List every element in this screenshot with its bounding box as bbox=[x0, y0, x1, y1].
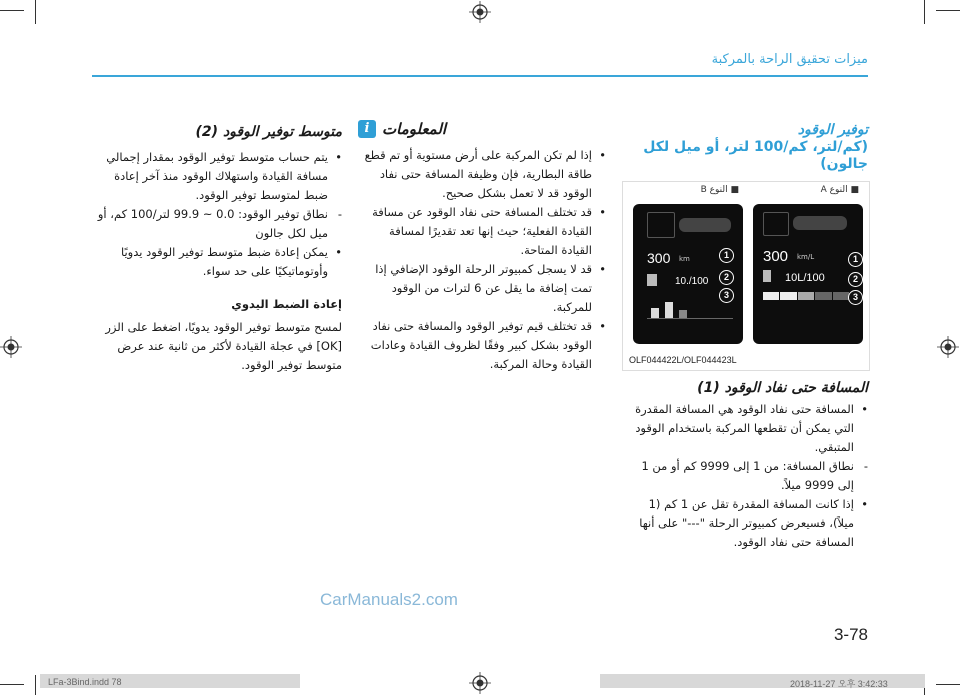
distance-to-empty-section bbox=[622, 380, 868, 552]
callout-2: 2 bbox=[848, 272, 863, 287]
info-header bbox=[358, 120, 606, 138]
left-column bbox=[92, 124, 342, 375]
callout-1: 1 bbox=[848, 252, 863, 267]
crop-mark bbox=[35, 0, 36, 24]
distance-value: 300 bbox=[647, 250, 671, 266]
fuel-economy-units: (كم/لتر، كم/100 لتر، أو ميل لكل جالون) bbox=[643, 139, 868, 172]
list-item: • قد لا يسجل كمبيوتر الرحلة الوقود الإضافي إذا تمت إضافة ما يقل عن 6 لترات من الوقود للمركبة. bbox=[358, 260, 606, 317]
middle-column bbox=[358, 120, 606, 374]
car-graphic bbox=[793, 216, 847, 230]
fuel-range-dash: - نطاق توفير الوقود: 0.0 ~ 99.9 لتر/100 كم، أو ميل لكل جالون bbox=[92, 205, 342, 243]
list-item: • المسافة حتى نفاد الوقود هي المسافة المقدرة التي يمكن أن تقطعها المركبة باستخدام الوقود المتبقي. bbox=[622, 400, 868, 457]
bar-graph bbox=[763, 292, 849, 300]
callout-1: 1 bbox=[719, 248, 734, 263]
list-item: • قد تختلف المسافة حتى نفاد الوقود عن مسافة القيادة الفعلية؛ حيث إنها تعد تقديرًا لمسافة القيادة المتاحة. bbox=[358, 203, 606, 260]
fuel-gauge-icon bbox=[647, 212, 675, 238]
registration-mark-icon bbox=[937, 336, 959, 358]
list-item: • يمكن إعادة ضبط متوسط توفير الوقود يدويًا وأوتوماتيكيًا على حد سواء. bbox=[92, 243, 342, 281]
callout-2: 2 bbox=[719, 270, 734, 285]
crop-mark bbox=[0, 684, 24, 685]
callout-3: 3 bbox=[848, 290, 863, 305]
list-item: • يتم حساب متوسط توفير الوقود بمقدار إجمالي مسافة القيادة واستهلاك الوقود منذ آخر إعادة ضبط لمتوسط توفير الوقود. bbox=[92, 148, 342, 205]
manual-reset-text: لمسح متوسط توفير الوقود يدويًا، اضغط على الزر [OK] في عجلة القيادة لأكثر من ثانية عند عرض متوسط توفير الوقود. bbox=[105, 320, 342, 372]
page-number: 3-78 bbox=[833, 625, 868, 644]
fuel-gauge-icon bbox=[763, 212, 789, 236]
distance-to-empty-title: المسافة حتى نفاد الوقود (1) bbox=[697, 380, 868, 396]
car-graphic bbox=[679, 218, 731, 232]
figure-label-b: ■ النوع B bbox=[700, 185, 739, 195]
fuel-pump-icon bbox=[647, 274, 657, 286]
crop-mark bbox=[924, 0, 925, 24]
average-fuel-economy-title: متوسط توفير الوقود (2) bbox=[195, 124, 342, 140]
cluster-display-a bbox=[753, 204, 863, 344]
distance-value: 300 bbox=[763, 248, 789, 265]
figure-code: OLF044422L/OLF044423L bbox=[629, 355, 737, 365]
list-item: • إذا لم تكن المركبة على أرض مستوية أو تم قطع طاقة البطارية، فإن وظيفة المسافة حتى نفاد الوقود قد لا تعمل بشكل صحيح. bbox=[358, 146, 606, 203]
manual-reset-heading: إعادة الضبط اليدوي bbox=[231, 297, 342, 311]
section-header: ميزات تحقيق الراحة بالمركبة bbox=[711, 52, 868, 67]
distance-range-dash: - نطاق المسافة: من 1 إلى 9999 كم أو من 1 إلى 9999 ميلاً. bbox=[622, 457, 868, 495]
registration-mark-icon bbox=[469, 672, 491, 694]
footer-datetime: 2018-11-27 오후 3:42:33 bbox=[790, 679, 888, 689]
average-value: 10L/100 bbox=[785, 272, 825, 284]
figure-label-a: ■ النوع A bbox=[820, 185, 859, 195]
right-column bbox=[622, 122, 868, 173]
crop-mark bbox=[35, 675, 36, 695]
list-item: • قد تختلف قيم توفير الوقود والمسافة حتى نفاد الوقود بشكل كبير وفقًا لظروف القيادة وعادات القيادة وحالة المركبة. bbox=[358, 317, 606, 374]
fuel-economy-title: توفير الوقود bbox=[797, 122, 868, 138]
crop-mark bbox=[0, 10, 24, 11]
info-title: المعلومات bbox=[382, 120, 447, 138]
crop-mark bbox=[936, 684, 960, 685]
trip-computer-figure bbox=[622, 181, 870, 371]
average-value: 10./100 bbox=[675, 276, 709, 287]
fuel-pump-icon bbox=[763, 270, 771, 282]
footer-file: LFa-3Bind.indd 78 bbox=[48, 677, 122, 687]
distance-unit: km bbox=[679, 255, 690, 263]
info-icon: i bbox=[358, 120, 376, 138]
crop-mark bbox=[936, 10, 960, 11]
distance-unit: km/L bbox=[797, 253, 815, 261]
watermark: CarManuals2.com bbox=[320, 590, 458, 609]
callout-3: 3 bbox=[719, 288, 734, 303]
registration-mark-icon bbox=[469, 1, 491, 23]
registration-mark-icon bbox=[0, 336, 22, 358]
list-item: • إذا كانت المسافة المقدرة تقل عن 1 كم (1 ميلاً)، فسيعرض كمبيوتر الرحلة "---" على أنها المسافة حتى نفاد الوقود. bbox=[622, 495, 868, 552]
header-rule bbox=[92, 75, 868, 77]
